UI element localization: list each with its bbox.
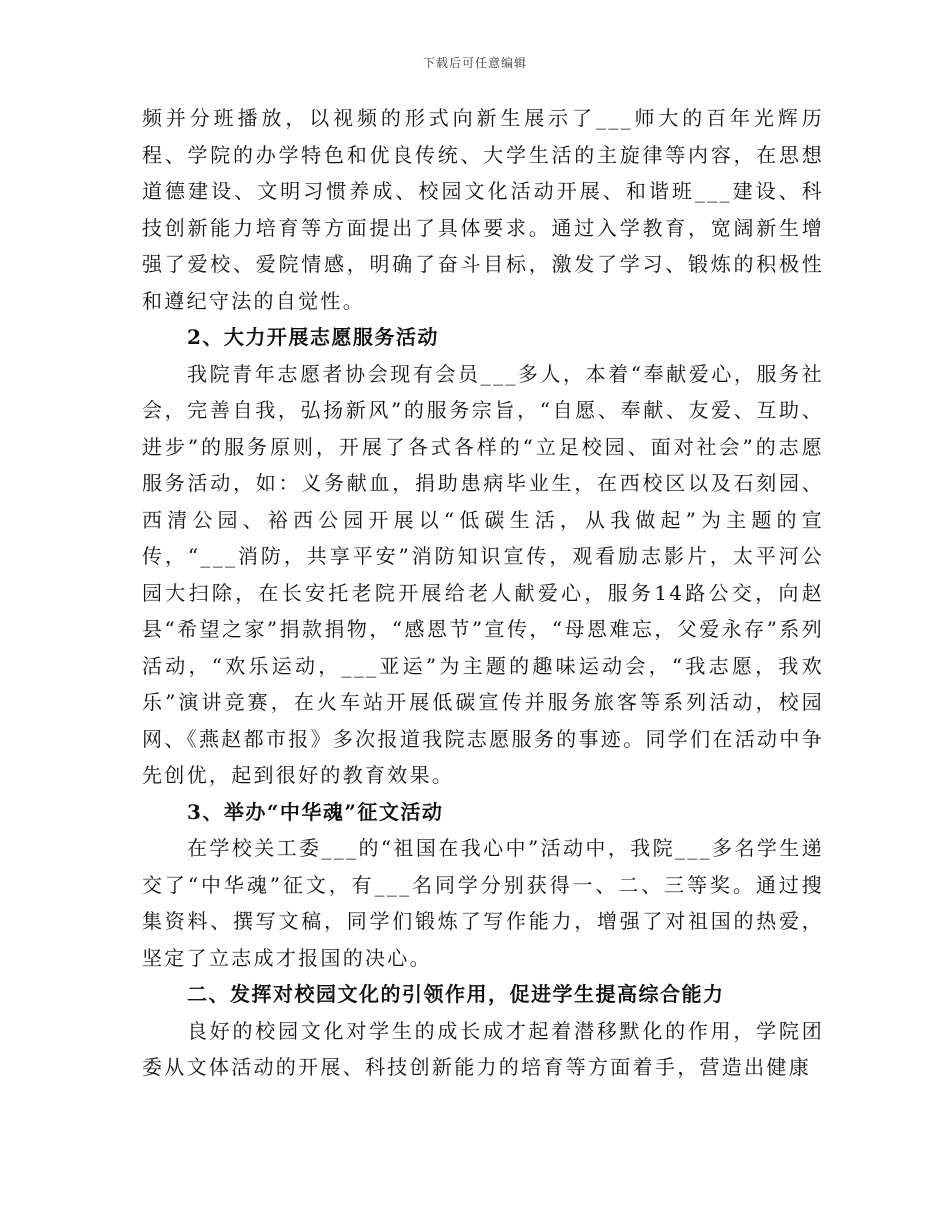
- heading-campus-culture: 二、发挥对校园文化的引领作用，促进学生提高综合能力: [187, 982, 725, 1006]
- paragraph-essay-contest: 在学校关工委___的“祖国在我心中”活动中，我院___多名学生递交了“中华魂”征文，有___名同学分别获得一、二、三等奖。通过搜集资料、撰写文稿，同学们锻炼了写作能力，增强了对祖国的热爱，坚定了立志成才报国的决心。: [142, 836, 824, 970]
- document-body: [142, 100, 824, 1086]
- heading-essay-contest: 3、举办“中华魂”征文活动: [187, 799, 444, 824]
- paragraph-orientation-video: 频并分班播放，以视频的形式向新生展示了___师大的百年光辉历程、学院的办学特色和优良传统、大学生活的主旋律等内容，在思想道德建设、文明习惯养成、校园文化活动开展、和谐班___建设、科技创新能力培育等方面提出了具体要求。通过入学教育，宽阔新生增强了爱校、爱院情感，明确了奋斗目标，激发了学习、锻炼的积极性和遵纪守法的自觉性。: [142, 106, 824, 313]
- page-header-note: 下载后可任意编辑: [422, 56, 527, 70]
- paragraph-campus-culture: 良好的校园文化对学生的成长成才起着潜移默化的作用，学院团委从文体活动的开展、科技创新能力的培育等方面着手，营造出健康: [142, 1018, 824, 1079]
- heading-volunteer-service: 2、大力开展志愿服务活动: [187, 325, 439, 349]
- paragraph-volunteer-service: 我院青年志愿者协会现有会员___多人，本着“奉献爱心，服务社会，完善自我，弘扬新风”的服务宗旨，“自愿、奉献、友爱、互助、进步”的服务原则，开展了各式各样的“立足校园、面对社会”的志愿服务活动，如：义务献血，捐助患病毕业生，在西校区以及石刻园、西清公园、裕西公园开展以“低碳生活，从我做起”为主题的宣传，“___消防，共享平安”消防知识宣传，观看励志影片，太平河公园大扫除，在长安托老院开展给老人献爱心，服务14路公交，向赵县“希望之家”捐款捐物，“感恩节”宣传，“母恩难忘，父爱永存”系列活动，“欢乐运动，___亚运”为主题的趣味运动会，“我志愿，我欢乐”演讲竞赛，在火车站开展低碳宣传并服务旅客等系列活动，校园网、《燕赵都市报》多次报道我院志愿服务的事迹。同学们在活动中争先创优，起到很好的教育效果。: [142, 361, 824, 787]
